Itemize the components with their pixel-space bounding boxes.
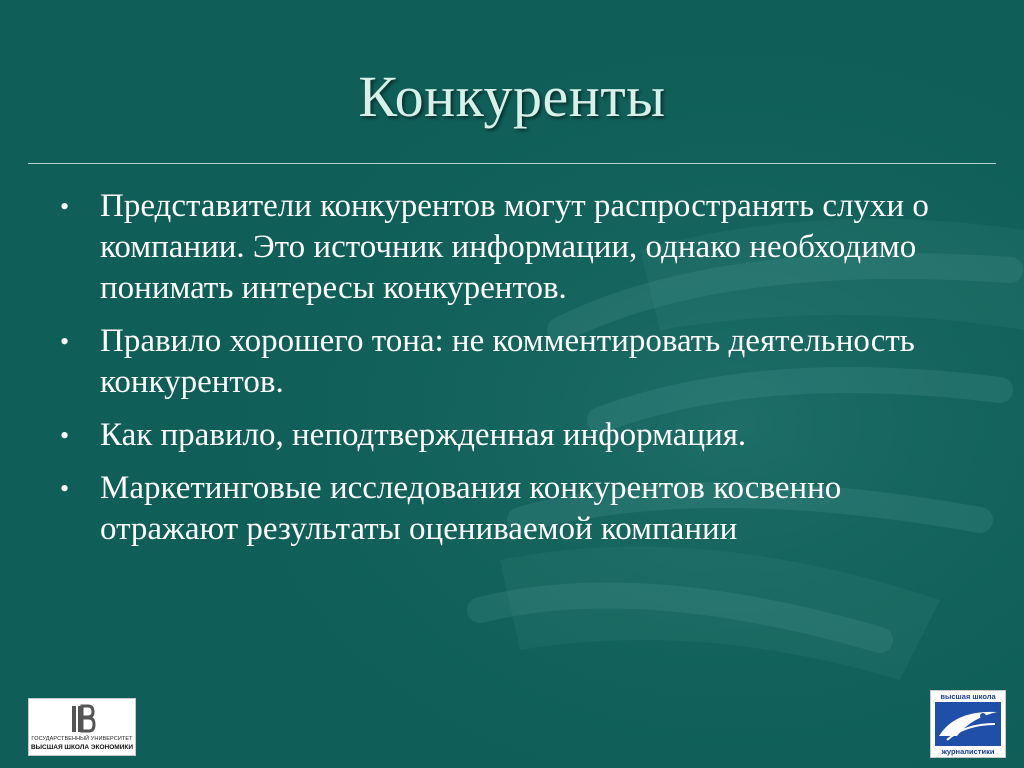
hse-monogram-icon: [66, 702, 98, 734]
bullet-text: Как правило, неподтвержденная информация.: [100, 417, 747, 453]
journalism-logo-caption-bottom: журналистики: [941, 747, 995, 756]
bullet-item: [60, 415, 960, 456]
bullet-item: [60, 468, 960, 550]
bullet-point-icon: •: [60, 192, 70, 221]
hse-logo-caption-line2: ВЫСШАЯ ШКОЛА ЭКОНОМИКИ: [30, 744, 134, 751]
hse-logo-caption-line1: ГОСУДАРСТВЕННЫЙ УНИВЕРСИТЕТ: [31, 736, 133, 742]
slide-title: Конкуренты: [358, 64, 666, 129]
bullet-point-icon: •: [60, 421, 70, 450]
journalism-emblem-icon: [935, 702, 1001, 746]
bullet-text: Правило хорошего тона: не комментировать деятельность конкурентов.: [100, 323, 915, 400]
bullet-list: [60, 186, 960, 562]
bullet-point-icon: •: [60, 327, 70, 356]
title-divider: [28, 163, 996, 164]
hse-university-logo: [28, 698, 136, 756]
journalism-logo-caption-top: высшая школа: [940, 692, 996, 701]
bullet-item: [60, 321, 960, 403]
bullet-item: [60, 186, 960, 309]
journalism-school-logo: [930, 690, 1006, 758]
bullet-text: Представители конкурентов могут распространять слухи о компании. Это источник информации, однако необходимо понимать интересы конкурентов.: [100, 188, 929, 306]
bullet-point-icon: •: [60, 474, 70, 503]
bullet-text: Маркетинговые исследования конкурентов косвенно отражают результаты оцениваемой компании: [100, 470, 842, 547]
